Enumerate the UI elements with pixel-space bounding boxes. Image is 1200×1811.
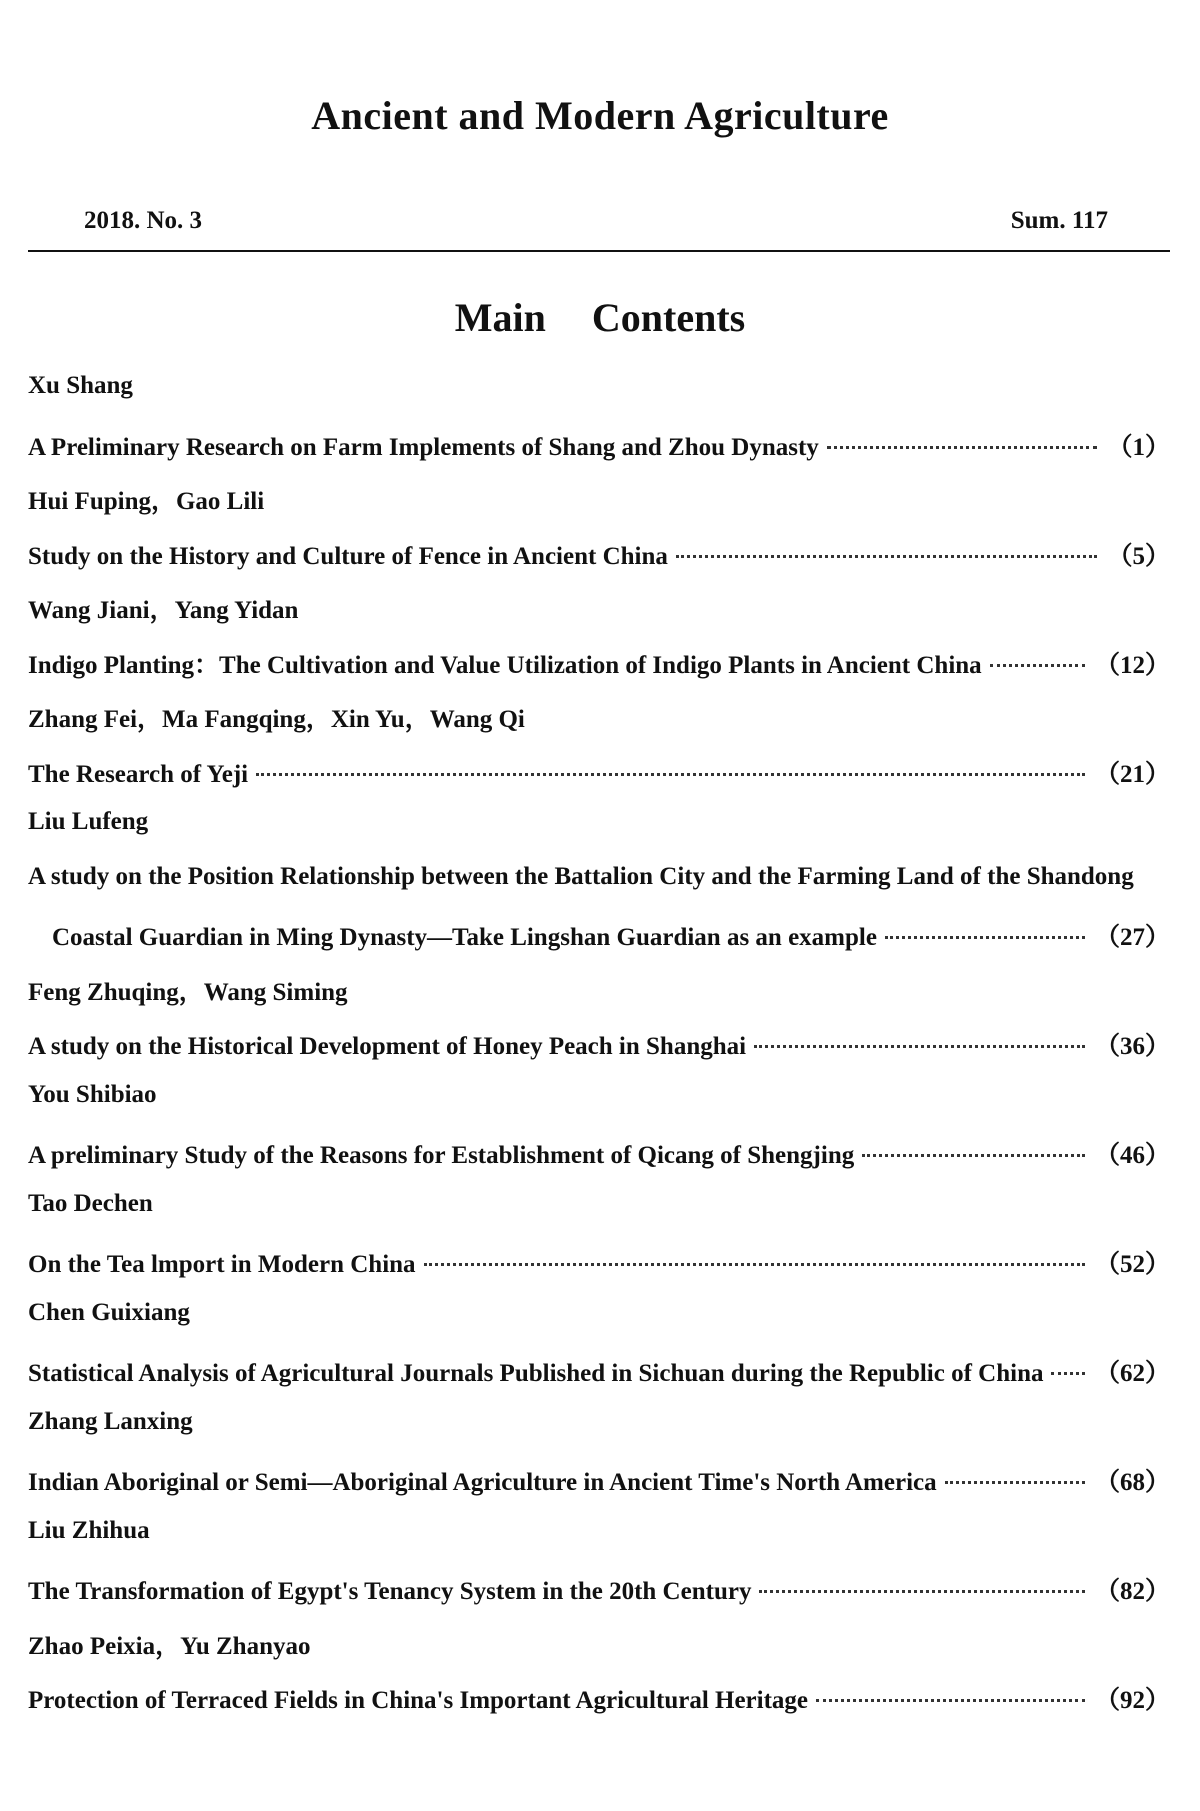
entry-authors: Chen Guixiang <box>28 1298 190 1326</box>
entry-title-line[interactable] <box>28 1135 1170 1190</box>
entry-title: A study on the Historical Development of Honey Peach in Shanghai <box>28 1033 747 1060</box>
dot-leader <box>827 446 1098 449</box>
entry-title: A Preliminary Research on Farm Implements of Shang and Zhou Dynasty <box>28 433 819 461</box>
entry-authors: Liu Zhihua <box>28 1516 150 1544</box>
entry-authors: Wang Jiani，Yang Yidan <box>28 597 299 624</box>
entry-page-number: （5） <box>1107 542 1170 570</box>
entry-title-line[interactable] <box>28 1462 1170 1517</box>
dot-leader <box>885 936 1085 939</box>
entry-authors: Feng Zhuqing，Wang Siming <box>28 978 348 1006</box>
entry-authors: Tao Dechen <box>28 1189 153 1217</box>
entry-title-line[interactable] <box>28 1353 1170 1408</box>
entry-page-number: （27） <box>1094 924 1170 951</box>
entry-title-line[interactable] <box>28 1244 1170 1299</box>
table-of-contents <box>28 372 1170 1735</box>
entry-title-line[interactable] <box>28 645 1170 700</box>
entry-page-number: （62） <box>1094 1360 1170 1387</box>
entry-page-number: （68） <box>1094 1469 1170 1496</box>
dot-leader <box>676 555 1098 558</box>
dot-leader <box>990 664 1085 667</box>
dot-leader <box>862 1154 1085 1157</box>
entry-title: On the Tea lmport in Modern China <box>28 1251 416 1278</box>
journal-title: Ancient and Modern Agriculture <box>311 93 889 138</box>
entry-title: Statistical Analysis of Agricultural Journals Published in Sichuan during the Republic of China <box>28 1360 1044 1387</box>
dot-leader <box>1051 1372 1085 1375</box>
entry-title: Study on the History and Culture of Fence in Ancient China <box>28 542 668 570</box>
entry-title: A study on the Position Relationship between the Battalion City and the Farming Land of the Shandong <box>28 862 1134 890</box>
dot-leader <box>256 773 1085 776</box>
dot-leader <box>754 1045 1085 1048</box>
issue-number: 2018. No. 3 <box>84 207 203 234</box>
entry-authors: Hui Fuping，Gao Lili <box>28 488 265 515</box>
entry-page-number: （12） <box>1094 651 1170 679</box>
entry-page-number: （52） <box>1094 1251 1170 1278</box>
entry-authors: You Shibiao <box>28 1080 157 1108</box>
entry-authors: Zhang Lanxing <box>28 1407 193 1435</box>
entry-title-cont: Coastal Guardian in Ming Dynasty—Take Lingshan Guardian as an example <box>52 924 877 951</box>
entry-title-continuation[interactable] <box>28 917 1170 972</box>
entry-title: Protection of Terraced Fields in China's Important Agricultural Heritage <box>28 1687 809 1714</box>
entry-title: Indian Aboriginal or Semi—Aboriginal Agriculture in Ancient Time's North America <box>28 1469 937 1496</box>
entry-title-line[interactable] <box>28 863 1170 918</box>
entry-title: The Transformation of Egypt's Tenancy System in the 20th Century <box>28 1578 752 1605</box>
entry-authors: Zhao Peixia，Yu Zhanyao <box>28 1632 311 1660</box>
entry-title-line[interactable] <box>28 427 1170 482</box>
entry-title: Indigo Planting：The Cultivation and Value Utilization of Indigo Plants in Ancient China <box>28 651 982 679</box>
contents-heading: Main Contents <box>454 295 746 340</box>
entry-page-number: （92） <box>1094 1687 1170 1714</box>
entry-page-number: （82） <box>1094 1578 1170 1605</box>
header-rule <box>28 250 1170 252</box>
entry-page-number: （46） <box>1094 1142 1170 1169</box>
entry-title-line[interactable] <box>28 1680 1170 1735</box>
entry-title-line[interactable] <box>28 754 1170 809</box>
entry-title: The Research of Yeji <box>28 760 249 788</box>
entry-title: A preliminary Study of the Reasons for Establishment of Qicang of Shengjing <box>28 1142 855 1169</box>
entry-authors: Liu Lufeng <box>28 808 149 835</box>
dot-leader <box>424 1263 1085 1266</box>
entry-page-number: （36） <box>1094 1033 1170 1060</box>
dot-leader <box>816 1699 1085 1702</box>
dot-leader <box>759 1590 1085 1593</box>
dot-leader <box>945 1481 1085 1484</box>
entry-title-line[interactable] <box>28 1571 1170 1626</box>
entry-authors: Zhang Fei，Ma Fangqing，Xin Yu，Wang Qi <box>28 706 525 733</box>
entry-page-number: （1） <box>1107 433 1170 461</box>
entry-title-line[interactable] <box>28 1026 1170 1081</box>
cumulative-issue: Sum. 117 <box>1010 207 1108 234</box>
entry-page-number: （21） <box>1094 760 1170 788</box>
entry-authors: Xu Shang <box>28 372 133 399</box>
entry-title-line[interactable] <box>28 536 1170 591</box>
